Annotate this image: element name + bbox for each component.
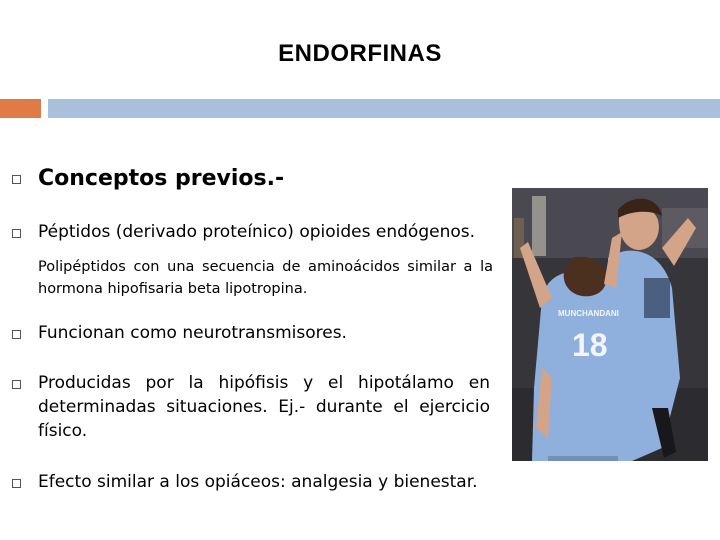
bullet-efecto: Efecto similar a los opiáceos: analgesia y bienestar. <box>38 472 478 492</box>
bullet-neurotransmisores: Funcionan como neurotransmisores. <box>38 323 347 343</box>
square-bullet-icon <box>12 380 21 389</box>
jersey-number: 18 <box>572 327 608 363</box>
square-bullet-icon <box>12 330 21 339</box>
heading-conceptos: Conceptos previos.- <box>38 166 285 191</box>
accent-bar-orange <box>0 99 41 118</box>
bullet-peptidos: Péptidos (derivado proteínico) opioides endógenos. <box>38 222 476 242</box>
slide-title: ENDORFINAS <box>278 40 442 67</box>
jersey-name: MUNCHANDANI <box>558 309 619 318</box>
square-bullet-icon <box>12 229 21 238</box>
accent-bar-blue <box>48 99 720 118</box>
square-bullet-icon <box>12 175 21 184</box>
sub-text-polipeptidos: Polipéptidos con una secuencia de aminoácidos similar a la hormona hipofisaria beta lipotropina. <box>38 259 493 297</box>
square-bullet-icon <box>12 479 21 488</box>
bullet-producidas: Producidas por la hipófisis y el hipotálamo en determinadas situaciones. Ej.- durante el ejercicio físico. <box>38 373 490 441</box>
basketball-players-photo <box>512 188 708 461</box>
